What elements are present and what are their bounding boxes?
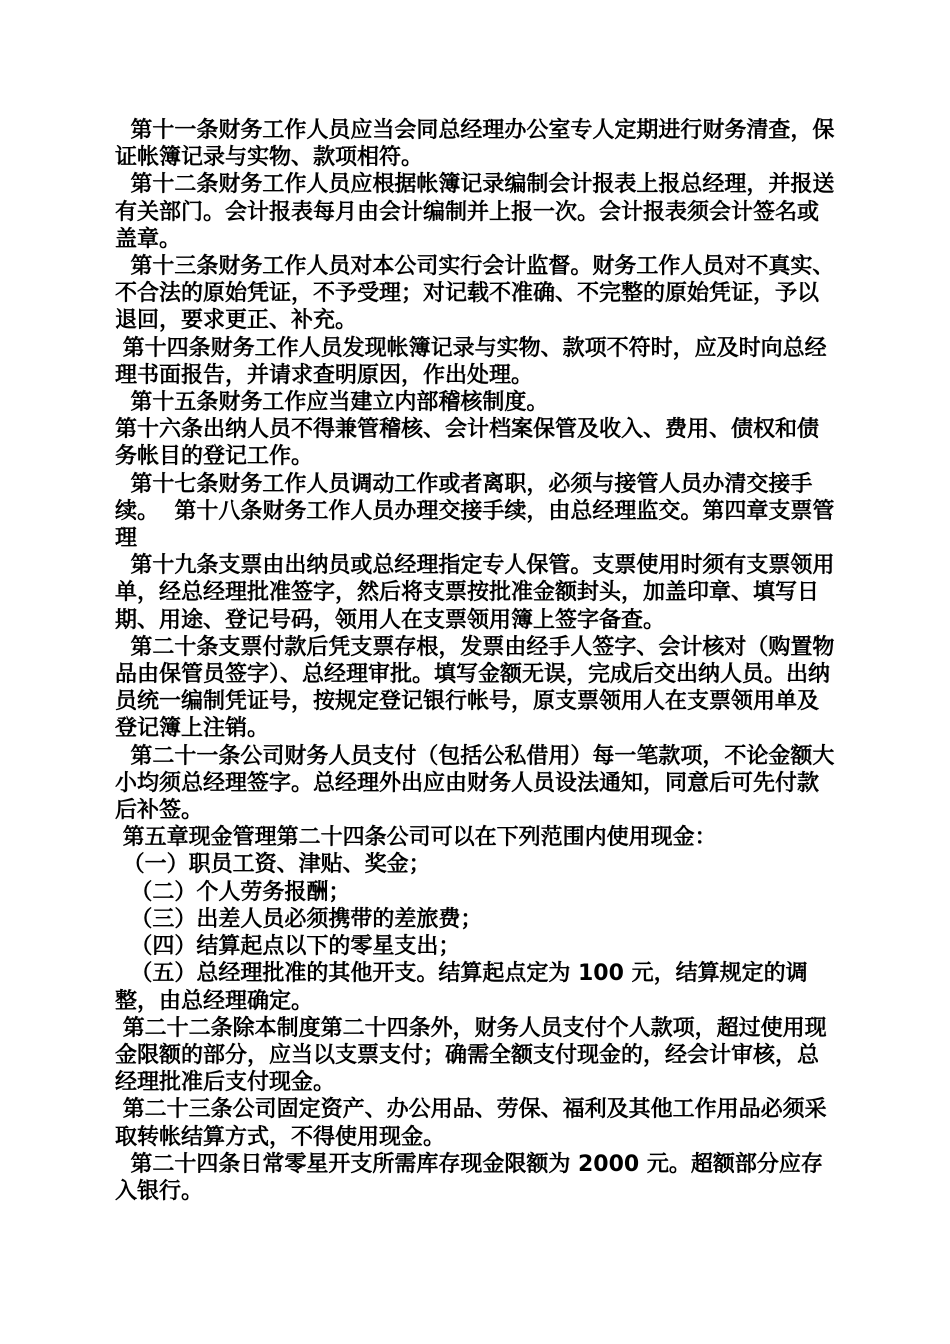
article-17-18: 第十七条财务工作人员调动工作或者离职，必须与接管人员办清交接手续。 第十八条财务工作人员办理交接手续，由总经理监交。第四章支票管理 xyxy=(115,471,835,552)
article-12: 第十二条财务工作人员应根据帐簿记录编制会计报表上报总经理，并报送有关部门。会计报表每月由会计编制并上报一次。会计报表须会计签名或盖章。 xyxy=(115,172,835,252)
cash-item-3: （三）出差人员必须携带的差旅费； xyxy=(115,906,483,932)
cash-item-1: （一）职员工资、津贴、奖金； xyxy=(115,852,431,878)
chapter-5-heading: 第五章现金管理第二十四条公司可以在下列范围内使用现金： xyxy=(115,825,717,851)
article-23: 第二十三条公司固定资产、办公用品、劳保、福利及其他工作用品必须采取转帐结算方式，不得使用现金。 xyxy=(115,1097,827,1150)
article-21: 第二十一条公司财务人员支付（包括公私借用）每一笔款项，不论金额大小均须总经理签字。总经理外出应由财务人员设法通知，同意后可先付款后补签。 xyxy=(115,743,835,824)
article-14: 第十四条财务工作人员发现帐簿记录与实物、款项不符时，应及时向总经理书面报告，并请求查明原因，作出处理。 xyxy=(115,335,827,388)
article-15: 第十五条财务工作应当建立内部稽核制度。 xyxy=(115,390,549,416)
article-13: 第十三条财务工作人员对本公司实行会计监督。财务工作人员对不真实、不合法的原始凭证，不予受理；对记载不准确、不完整的原始凭证，予以退回，要求更正、补充。 xyxy=(115,254,835,334)
article-19: 第十九条支票由出纳员或总经理指定专人保管。支票使用时须有支票领用单，经总经理批准签字，然后将支票按批准金额封头，加盖印章、填写日期、用途、登记号码，领用人在支票领用簿上签字备查。 xyxy=(115,553,835,633)
article-24: 第二十四条日常零星开支所需库存现金限额为 2000 元。超额部分应存入银行。 xyxy=(115,1151,823,1204)
article-22: 第二十二条除本制度第二十四条外，财务人员支付个人款项，超过使用现金限额的部分，应当以支票支付；确需全额支付现金的，经会计审核，总经理批准后支付现金。 xyxy=(115,1015,827,1096)
cash-item-2: （二）个人劳务报酬； xyxy=(115,879,351,905)
article-20: 第二十条支票付款后凭支票存根，发票由经手人签字、会计核对（购置物品由保管员签字）、总经理审批。填写金额无误，完成后交出纳人员。出纳员统一编制凭证号，按规定登记银行帐号，原支票领用人在支票领用单及登记簿上注销。 xyxy=(115,634,835,742)
article-16: 第十六条出纳人员不得兼管稽核、会计档案保管及收入、费用、债权和债务帐目的登记工作。 xyxy=(115,417,820,470)
cash-item-5: （五）总经理批准的其他开支。结算起点定为 100 元，结算规定的调整，由总经理确定。 xyxy=(115,961,808,1014)
article-11: 第十一条财务工作人员应当会同总经理办公室专人定期进行财务清查，保证帐簿记录与实物、款项相符。 xyxy=(115,118,835,171)
document-body xyxy=(115,117,840,1205)
cash-item-4: （四）结算起点以下的零星支出； xyxy=(115,934,461,960)
